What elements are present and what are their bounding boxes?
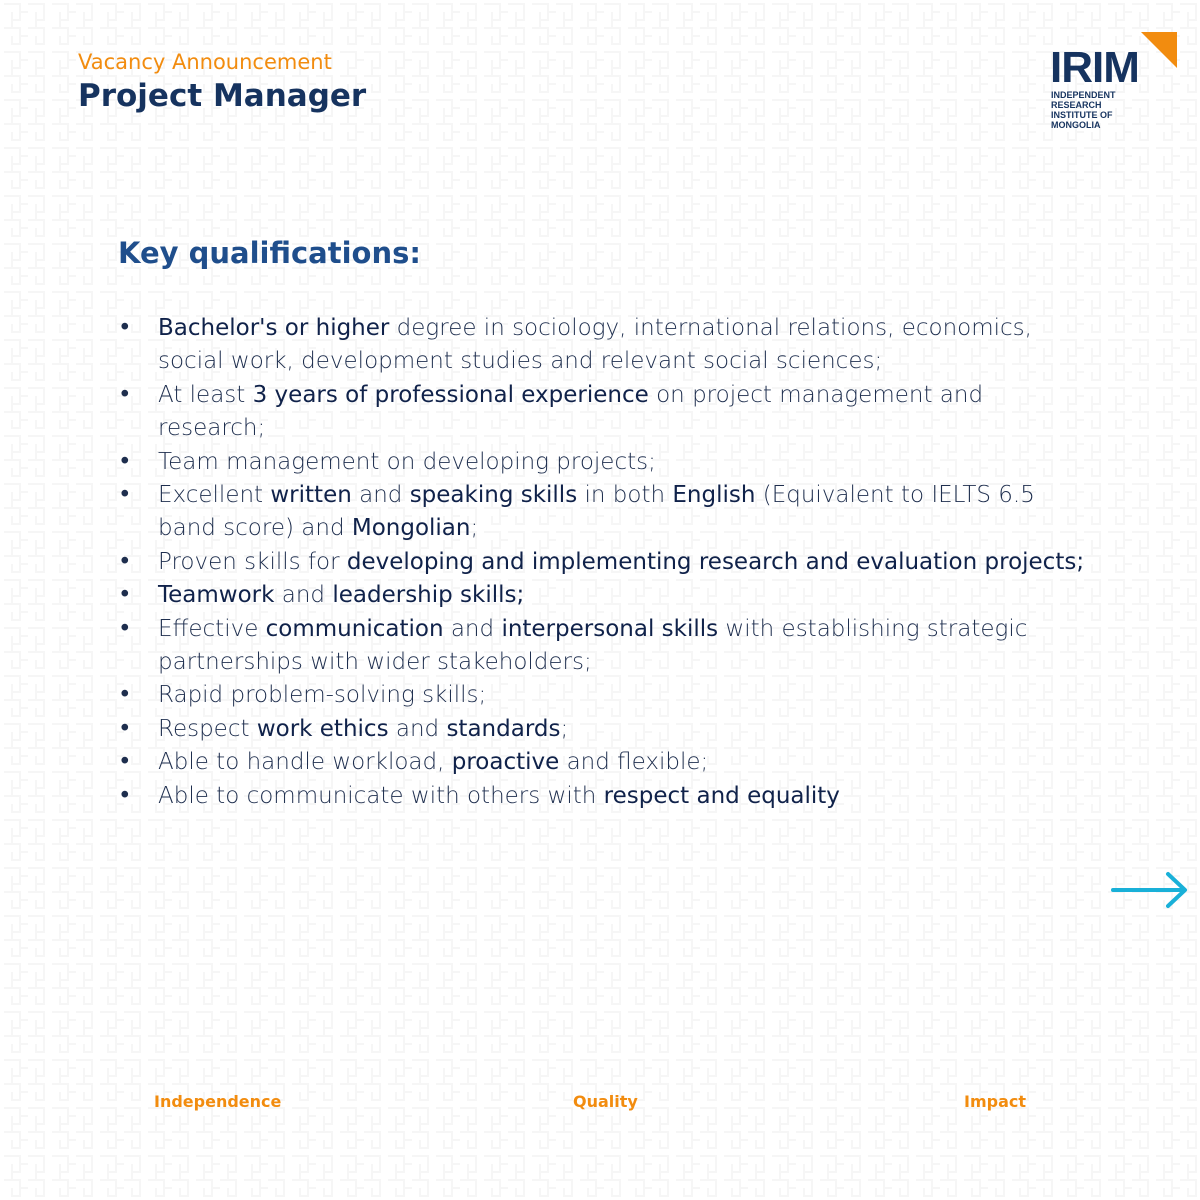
- qualification-item: [118, 579, 1088, 612]
- bullet-dot: •: [118, 548, 132, 575]
- qualification-emphasis: leadership skills;: [332, 582, 525, 609]
- qualification-item: [118, 613, 1088, 680]
- header: [78, 50, 366, 114]
- bullet-dot: •: [118, 448, 132, 475]
- qualification-text: and flexible;: [559, 749, 709, 776]
- qualification-text: (Equivalent to IELTS 6.5 band score) and: [158, 482, 1035, 542]
- qualification-emphasis: Bachelor's or higher: [158, 315, 390, 341]
- qualification-text: Effective: [158, 615, 266, 642]
- logo-sub-line: INDEPENDENT: [1051, 90, 1116, 100]
- irim-logo: [1050, 32, 1180, 132]
- qualification-text: with establishing strategic partnerships with wider stakeholders;: [158, 615, 1028, 676]
- qualification-text: degree in sociology, international relations, economics, social work, development studies and relevant social sciences;: [158, 315, 1032, 375]
- qualification-emphasis: English: [672, 482, 756, 509]
- qualification-emphasis: 3 years of professional experience: [252, 381, 649, 408]
- qualification-text: Able to handle workload,: [158, 749, 452, 776]
- qualification-text: Able to communicate with others with: [158, 782, 604, 809]
- bullet-dot: •: [118, 315, 132, 341]
- qualification-text: and: [388, 715, 447, 742]
- bullet-dot: •: [118, 582, 132, 609]
- qualification-emphasis: standards: [446, 715, 561, 742]
- logo-sub-line: MONGOLIA: [1051, 120, 1101, 130]
- qualification-emphasis: respect and equality: [603, 782, 840, 809]
- qualification-item: [118, 713, 1088, 746]
- bullet-dot: •: [118, 482, 132, 509]
- qualification-item: [118, 479, 1088, 546]
- page-title: Project Manager: [78, 78, 367, 114]
- qualification-emphasis: communication: [265, 615, 444, 642]
- bullet-dot: •: [118, 682, 132, 709]
- footer-value-independence: Independence: [154, 1092, 282, 1111]
- qualification-emphasis: interpersonal skills: [501, 615, 719, 642]
- qualification-item: [118, 679, 1088, 712]
- qualification-text: on project management and research;: [158, 381, 984, 442]
- qualification-text: and: [443, 615, 502, 642]
- qualification-emphasis: Mongolian: [351, 515, 471, 542]
- section-heading: Key qualifications:: [118, 236, 421, 270]
- qualification-text: and: [274, 582, 333, 609]
- qualification-text: Team management on developing projects;: [158, 448, 656, 475]
- qualification-text: and: [351, 482, 410, 509]
- qualification-item: [118, 746, 1088, 779]
- qualification-text: Respect: [158, 715, 257, 742]
- footer-value-quality: Quality: [573, 1092, 638, 1111]
- logo-mark: IRIM: [1050, 43, 1139, 92]
- arrow-right-icon[interactable]: [1110, 870, 1190, 910]
- qualification-text: At least: [158, 381, 253, 408]
- qualification-emphasis: proactive: [451, 749, 560, 776]
- bullet-dot: •: [118, 381, 132, 408]
- bullet-dot: •: [118, 749, 132, 776]
- logo-sub-line: RESEARCH: [1051, 100, 1102, 110]
- bullet-dot: •: [118, 615, 132, 642]
- logo-sub-line: INSTITUTE OF: [1051, 110, 1113, 120]
- qualifications-list: [118, 312, 1088, 813]
- qualification-emphasis: work ethics: [256, 715, 389, 742]
- qualification-emphasis: Teamwork: [158, 582, 275, 609]
- bullet-dot: •: [118, 782, 132, 809]
- qualification-item: [118, 312, 1088, 379]
- qualification-text: in both: [577, 482, 673, 509]
- qualification-text: ;: [560, 715, 569, 742]
- qualification-text: ;: [470, 515, 479, 542]
- footer-value-impact: Impact: [964, 1092, 1027, 1111]
- qualification-item: [118, 546, 1088, 579]
- logo-corner-icon: [1141, 32, 1177, 68]
- qualification-text: Rapid problem-solving skills;: [158, 682, 487, 709]
- qualification-item: [118, 780, 1088, 813]
- qualification-text: Proven skills for: [158, 548, 347, 575]
- qualification-text: Excellent: [158, 482, 271, 509]
- qualification-emphasis: speaking skills: [409, 482, 578, 509]
- qualification-item: [118, 446, 1088, 479]
- qualification-emphasis: developing and implementing research and evaluation projects;: [346, 548, 1085, 575]
- qualification-emphasis: written: [270, 482, 352, 509]
- logo-subtitle: [1051, 90, 1131, 130]
- qualification-item: [118, 379, 1088, 446]
- vacancy-eyebrow: Vacancy Announcement: [78, 50, 332, 74]
- bullet-dot: •: [118, 715, 132, 742]
